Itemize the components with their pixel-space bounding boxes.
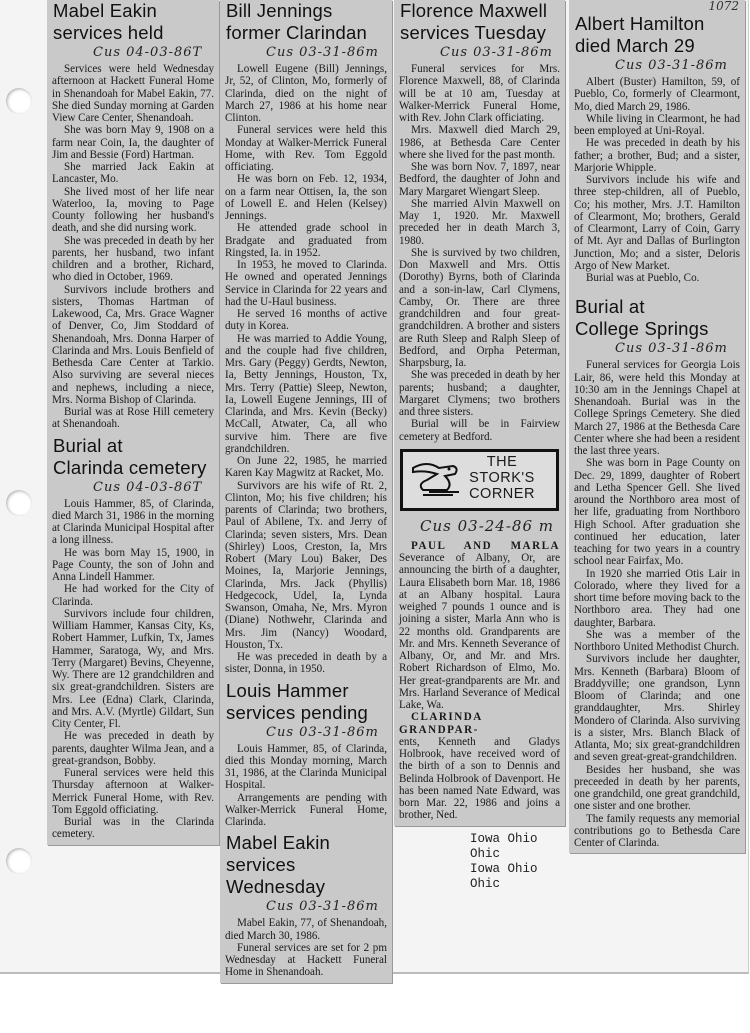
paragraph: She was born in Page County on Dec. 29, 1899, daughter of Robert and Letha Spencer Gell. She lived around the Northboro area most of her life, graduating from Northboro High School. After graduation she continued her education, later teaching for two years in a country school near Fairfax, Mo. [574, 457, 740, 568]
paragraph: She lived most of her life near Waterloo, Ia, moving to Page County following her husband's death, and she did nursing work. [52, 185, 214, 235]
clipping-albert-hamilton-and-college-springs [569, 0, 745, 853]
headline: services pending [226, 701, 369, 723]
paragraph: Funeral services for Mrs. Florence Maxwell, 88, of Clarinda will be at 10 am, Tuesday at Walker-Merrick Funeral Home, with Rev. John Clark officiating. [399, 63, 560, 124]
paragraph: While living in Clearmont, he had been employed at Uni-Royal. [574, 112, 740, 137]
article-body [394, 539, 565, 822]
paragraph: Burial was in the Clarinda cemetery. [52, 816, 214, 841]
paragraph: She was a member of the Northboro United Methodist Church. [574, 628, 740, 653]
clipping-mabel-eakin-wednesday [220, 832, 392, 982]
headline: former Clarindan [226, 22, 367, 43]
column-2 [220, 0, 392, 983]
paragraph: Albert (Buster) Hamilton, 59, of Pueblo, Co, formerly of Clearmont, Mo, died March 29, 1986. [574, 76, 740, 113]
handwritten-page-number: 1072 [708, 0, 739, 13]
headline: Louis Hammer [226, 679, 349, 701]
spacer [569, 284, 745, 296]
handwritten-date: Cus 04-03-86T [93, 45, 203, 60]
headline: Clarinda cemetery [53, 456, 207, 478]
headline: Burial at [575, 296, 645, 318]
clipping-florence-maxwell [394, 0, 565, 447]
article-body [47, 62, 219, 431]
storks-corner-banner [400, 449, 559, 511]
punch-hole [6, 88, 32, 114]
headline: services held [53, 22, 164, 43]
paragraph: Louis Hammer, 85, of Clarinda, died March 31, 1986 in the morning at Clarinda Municipal Hospital after a long illness. [52, 497, 214, 547]
bleed-line: Iowa Ohio Ohic [470, 831, 538, 861]
headline: Mabel Eakin [226, 832, 331, 854]
paragraph: Burial was at Rose Hill cemetery at Shenandoah. [52, 406, 214, 431]
paragraph: Mabel Eakin, 77, of Shenandoah, died March 30, 1986. [225, 917, 387, 942]
clipping-mabel-eakin-services-held [47, 0, 219, 435]
clipping-storks-corner [394, 447, 565, 826]
paragraph: Besides her husband, she was preceeded in death by her parents, one grandchild, one great grandchild, one sister and one brother. [574, 763, 740, 813]
headline: College Springs [575, 318, 709, 340]
paragraph: Survivors include four children, William Hammer, Kansas City, Ks, Robert Hammer, Lufkin, Tx, James Hammer, Saratoga, Wy, and Mrs. Terry (Margaret) Bevins, Cheyenne, Wy. There are 12 grandchildren and six great-grandchildren. Sisters are Mrs. Lee (Edna) Clark, Clarinda, and Mrs. A.V. (Myrtle) Gildart, Sun City Center, Fl. [52, 607, 214, 730]
paragraph: She was preceded in death by her parents; husband; a daughter, Margaret Clymens; two brothers and three sisters. [399, 369, 560, 418]
paragraph: He was born on Feb. 12, 1934, on a farm near Ottisen, Ia, the son of Lowell E. and Helen (Kelsey) Jennings. [225, 173, 387, 222]
article-body [394, 62, 565, 443]
paragraph: She was born Nov. 7, 1897, near Bedford, the daughter of John and Mary Margaret Wiengart Sleep. [399, 161, 560, 198]
paragraph: Burial will be in Fairview cemetery at Bedford. [399, 418, 560, 443]
handwritten-date: Cus 03-31-86m [266, 724, 379, 740]
paragraph: She married Jack Eakin at Lancaster, Mo. [52, 161, 214, 186]
paragraph: Funeral services were held this Thursday afternoon at Walker-Merrick Funeral Home, with Rev. Tom Eggold officiating. [52, 767, 214, 816]
punch-hole [6, 490, 32, 516]
headline: Mabel Eakin [53, 0, 158, 21]
headline: Florence Maxwell [400, 0, 548, 21]
punch-hole [6, 848, 32, 874]
paragraph: He attended grade school in Bradgate and graduated from Ringsted, Ia. in 1952. [225, 222, 387, 259]
headline: Bill Jennings [226, 0, 333, 21]
paragraph: Burial was at Pueblo, Co. [586, 272, 700, 284]
paragraph: Survivors include her daughter, Mrs. Kenneth (Barbara) Bloom of Braddyville; one grandson, Lynn Bloom of Clarinda; and one granddaughter, Mrs. Shirley Mondero of Clarinda. Also surviving is a sister, Mrs. Blanch Black of Atlanta, Mo; six great-grandchildren and seven great-great-grandchildren. [574, 653, 740, 764]
birth-announcement: ents, Kenneth and Gladys Holbrook, have received word of the birth of a son to Dennis and Belinda Holbrook of Davenport. He has been named Nate Edward, was born Mar. 22, 1986 and joins a brother, Ned. [399, 735, 560, 822]
paragraph: In 1953, he moved to Clarinda. He owned and operated Jennings Service in Clarinda for 22 years and had the U-Haul business. [225, 259, 387, 308]
paragraph: He was preceded in death by his father; a brother, Bud; and a sister, Marjorie Whipple. [574, 137, 740, 174]
clipping-louis-hammer-pending [220, 680, 392, 833]
handwritten-date: Cus 03-31-86m [615, 341, 728, 357]
paragraph: Survivors are his wife of Rt. 2, Clinton, Mo; his five children; his parents of Clarinda; two brothers, Paul of Abilene, Tx. and Jerry of Clarinda; seven sisters, Mrs. Dean (Shirley) Loos, Creston, Ia, Mrs Robert (Mary Lou) Baker, Des Moines, Ia, Marjorie Jennings, Clarinda, Mrs. Jack (Phyllis) Hedgecock, Udel, Ia, Lynda Swanson, Omaha, Ne, Mrs. Myron (Diane) Nothwehr, Clarinda and Mrs. Jim (Nancy) Woodard, Houston, Tx. [225, 479, 387, 651]
column-1 [47, 0, 219, 845]
article-body [220, 916, 392, 978]
paragraph: Lowell Eugene (Bill) Jennings, Jr, 52, of Clinton, Mo, formerly of Clarinda, died on the night of March 27, 1986 at his home near Clinton. [225, 63, 387, 124]
stork-icon [409, 458, 469, 498]
paragraph: Arrangements are pending with Walker-Merrick Funeral Home, Clarinda. [225, 791, 387, 828]
paragraph: He served 16 months of active duty in Korea. [225, 308, 387, 333]
bleed-through-text [470, 832, 565, 892]
clipping-bill-jennings [220, 0, 392, 680]
headline: Burial at [53, 434, 123, 456]
article-body [47, 497, 219, 841]
birth-lead: PAUL AND MARLA [411, 539, 560, 552]
paragraph: Services were held Wednesday afternoon at Hackett Funeral Home in Shenandoah for Mabel Eakin, 77. She died Sunday morning at Garden View Care Center, Shenandoah. [52, 63, 214, 124]
headline: services Tuesday [400, 22, 547, 43]
paragraph: She married Alvin Maxwell on May 1, 1920. Mr. Maxwell preceded her in death March 3, 1980. [399, 197, 560, 247]
paragraph: She was preceded in death by her parents, her husband, two infant children and a brother, Richard, who died in October, 1969. [52, 234, 214, 284]
handwritten-date: Cus 04-03-86T [93, 479, 203, 495]
handwritten-date: Cus 03-31-86m [266, 899, 379, 915]
paragraph: She was born May 9, 1908 on a farm near Coin, Ia, the daughter of Jim and Bessie (Ford) Hartman. [52, 124, 214, 161]
banner-line: STORK'S [469, 469, 535, 486]
paragraph: Mrs. Maxwell died March 29, 1986, at Bethesda Care Center where she lived for the past month. [399, 124, 560, 161]
banner-line: THE [486, 453, 518, 470]
column-3 [394, 0, 565, 892]
paragraph: The family requests any memorial contributions go to Bethesda Care Center of Clarinda. [574, 812, 740, 849]
column-4 [569, 0, 745, 853]
birth-lead: CLARINDA GRANDPAR- [399, 711, 483, 736]
paragraph: He was preceded in death by parents, daughter Wilma Jean, and a great-grandson, Bobby. [52, 730, 214, 767]
headline: Albert Hamilton [575, 13, 705, 34]
headline: died March 29 [575, 35, 695, 56]
paragraph: On June 22, 1985, he married Karen Kay Magwitz at Racket, Mo. [225, 455, 387, 480]
paragraph: Survivors include brothers and sisters, Thomas Hartman of Lakewood, Ca, Mrs. Grace Wagner of Denver, Co, Jim Stoddard of Shenandoah, Mrs. Donna Harper of Clarinda and Mrs. Louis Benfield of Bethesda Care Center at Tarkio. Also surviving are several nieces and nephews, including a niece, Mrs. Norma Bishop of Clarinda. [52, 283, 214, 406]
paragraph: He had worked for the City of Clarinda. [52, 583, 214, 608]
article-body [220, 742, 392, 829]
birth-announcement: Severance of Albany, Or, are announcing the birth of a daughter, Laura Elisabeth born Mar. 18, 1986 at an Albany hospital. Laura weighed 7 pounds 1 ounce and is joining a sister, Marla Ann who is 22 months old. Grandparents are Mr. and Mrs. Kenneth Severance of Albany, Or, and Mr. and Mrs. Robert Richardson of Elmo, Mo. Her great-grandparents are Mr. and Mrs. Harland Severance of Medical Lake, Wa. [399, 552, 560, 711]
headline: services Wednesday [226, 854, 326, 898]
storks-corner-title [462, 454, 542, 502]
bleed-line: Iowa Ohio Ohic [470, 861, 538, 891]
banner-line: CORNER [469, 485, 535, 502]
clipping-burial-at-clarinda [47, 435, 219, 845]
paragraph: He was born May 15, 1900, in Page County, the son of John and Anna Lindell Hammer. [52, 546, 214, 583]
paragraph: He was married to Addie Young, and the couple had five children, Mrs. Gary (Peggy) Gerdts, Newton, Ia, Betty Jennings, Houston, Tx, Mrs. Terry (Pattie) Sleep, Newton, Ia, Lowell Eugene Jennings, III of Clarinda, and Mrs. Kevin (Becky) McCall, Atwater, Ca, all who survive him. There are five grandchildren. [225, 332, 387, 455]
paragraph: Funeral services for Georgia Lois Lair, 86, were held this Monday at 10:30 am in the Jennings Chapel at Shenandoah. Burial was in the College Springs Cemetery. She died March 27, 1986 at the Bethesda Care Center where she had been a resident the last three years. [574, 359, 740, 457]
paragraph: In 1920 she married Otis Lair in Colorado, where they lived for a short time before moving back to the Northboro area. They had one daughter, Barbara. [574, 567, 740, 629]
paragraph: Funeral services were held this Monday at Walker-Merrick Funeral Home, with Rev. Tom Eggold officiating. [225, 124, 387, 173]
paragraph: Funeral services are set for 2 pm Wednesday at Hackett Funeral Home in Shenandoah. [225, 941, 387, 979]
article-body [569, 358, 745, 849]
handwritten-date: Cus 03-31-86m [615, 58, 728, 73]
paragraph: Survivors include his wife and three step-children, all of Pueblo, Co; his mother, Mrs. J.T. Hamilton of Clearmont, Mo; brothers, Gerald of Clearmont, Larry of Coin, Garry of Mt. Ayr and Dallas of Burlington Junction, Mo; and a sister, Deloris Argo of New Market. [574, 174, 740, 272]
handwritten-date: Cus 03-31-86m [266, 45, 379, 60]
paragraph: Louis Hammer, 85, of Clarinda, died this Monday morning, March 31, 1986, at the Clarinda Municipal Hospital. [225, 742, 387, 792]
handwritten-date: Cus 03-31-86m [440, 45, 553, 60]
paragraph: He was preceded in death by a sister, Donna, in 1950. [225, 651, 387, 676]
paragraph: She is survived by two children, Don Maxwell and Mrs. Ottis (Dorothy) Byrns, both of Clarinda and a son-in-law, Carl Clymens, Camby, Or. There are three grandchildren and four great-grandchildren. A brother and sisters are Ruth Sleep and Ralph Sleep of Bedford, and Orpha Peterman, Sharpsburg, Ia. [399, 246, 560, 369]
handwritten-date: Cus 03-24-86 m [420, 516, 554, 535]
article-body [220, 62, 392, 676]
article-body [569, 75, 745, 284]
